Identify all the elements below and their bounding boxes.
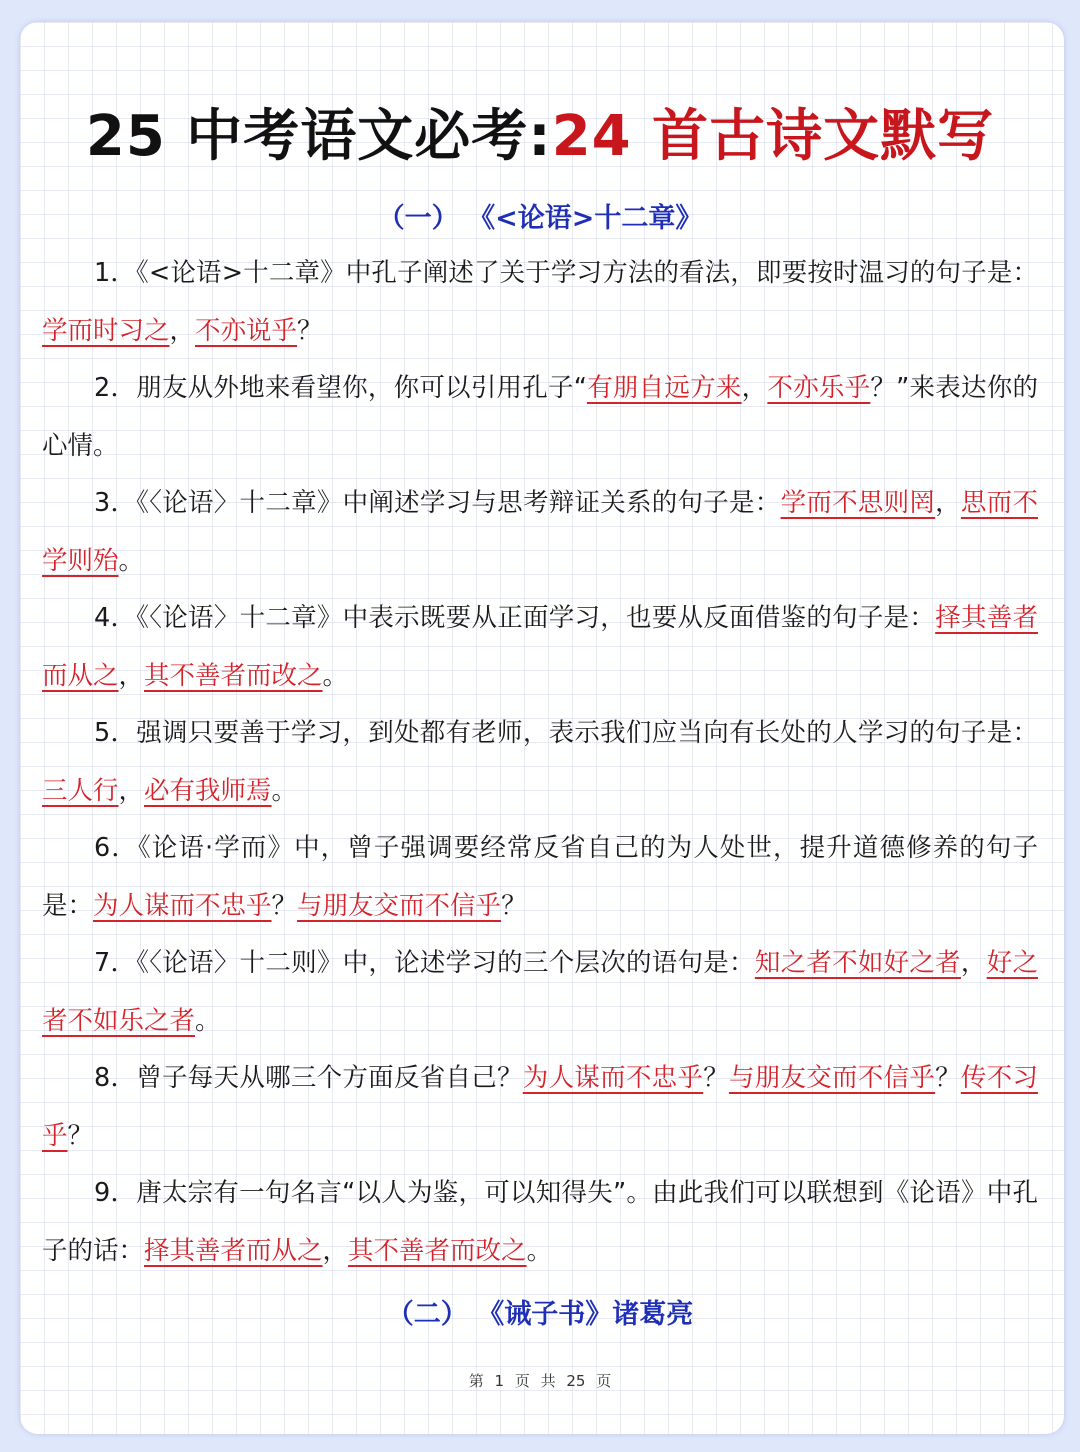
question-item: 8．曾子每天从哪三个方面反省自己？为人谋而不忠乎？与朋友交而不信乎？传不习乎？ [42, 1063, 1038, 1151]
section-heading-2: （二） 《诫子书》诸葛亮 [386, 1299, 694, 1330]
answer: 必有我师焉 [144, 775, 272, 806]
answer: 学而不思则罔 [780, 488, 936, 518]
title-black: 25 中考语文必考: [85, 104, 552, 169]
answer: 其不善者而改之 [144, 660, 323, 691]
answer: 学而时习之 [42, 315, 170, 346]
answer: 好之者不如乐之者 [42, 948, 1038, 1036]
answer: 有朋自远方来 [586, 373, 742, 403]
question-item: 1．《<论语>十二章》中孔子阐述了关于学习方法的看法，即要按时温习的句子是：学而时习之，不亦说乎？ [42, 258, 1038, 346]
answer: 思而不学则殆 [42, 488, 1038, 576]
answer: 其不善者而改之 [348, 1235, 527, 1266]
answer: 与朋友交而不信乎 [728, 1063, 936, 1093]
question-item: 5．强调只要善于学习，到处都有老师，表示我们应当向有长处的人学习的句子是：三人行，必有我师焉。 [42, 718, 1038, 806]
answer: 为人谋而不忠乎 [93, 890, 272, 921]
question-item: 7．《〈论语〉十二则》中，论述学习的三个层次的语句是：知之者不如好之者，好之者不如乐之者。 [42, 948, 1038, 1036]
answer: 与朋友交而不信乎 [297, 890, 502, 921]
answer: 不亦说乎 [195, 315, 298, 346]
question-item: 2．朋友从外地来看望你，你可以引用孔子“有朋自远方来，不亦乐乎？”来表达你的心情。 [42, 373, 1038, 461]
answer: 三人行 [42, 775, 119, 806]
answer: 择其善者而从之 [42, 603, 1038, 691]
page-title [0, 92, 1080, 172]
question-item: 9．唐太宗有一句名言“以人为鉴，可以知得失”。由此我们可以联想到《论语》中孔子的话：择其善者而从之，其不善者而改之。 [42, 1178, 1038, 1266]
title-red: 24 首古诗文默写 [551, 104, 995, 169]
question-item: 6．《论语·学而》中，曾子强调要经常反省自己的为人处世，提升道德修养的句子是：为人谋而不忠乎？与朋友交而不信乎？ [42, 833, 1039, 921]
answer: 知之者不如好之者 [754, 948, 961, 978]
answer: 为人谋而不忠乎 [522, 1063, 704, 1093]
answer: 传不习乎 [42, 1063, 1038, 1151]
question-item: 4．《〈论语〉十二章》中表示既要从正面学习，也要从反面借鉴的句子是：择其善者而从之，其不善者而改之。 [42, 603, 1038, 691]
answer: 不亦乐乎 [767, 373, 871, 403]
question-item: 3．《〈论语〉十二章》中阐述学习与思考辩证关系的句子是：学而不思则罔，思而不学则殆。 [42, 488, 1038, 576]
section-heading-1: （一） 《<论语>十二章》 [377, 203, 703, 234]
answer: 择其善者而从之 [144, 1235, 323, 1266]
page-footer: 第 1 页 共 25 页 [468, 1372, 612, 1390]
